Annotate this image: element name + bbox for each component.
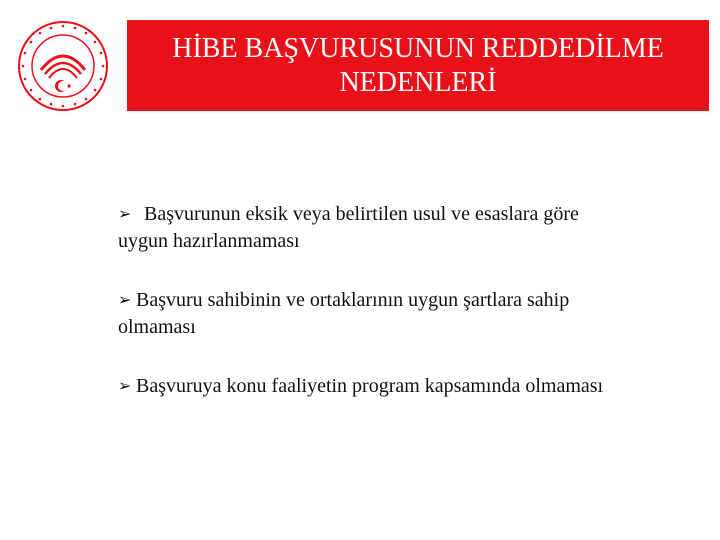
ministry-seal-logo: [17, 20, 109, 112]
arrow-bullet-icon: ➢: [118, 290, 132, 309]
bullet-item-2: [118, 286, 698, 341]
arrow-bullet-icon: ➢: [118, 376, 132, 395]
bullet-list: [118, 200, 698, 431]
bullet-3-line-1: Başvuruya konu faaliyetin program kapsamında olmaması: [136, 375, 604, 397]
ministry-seal-icon: [17, 20, 109, 112]
bullet-2-line-2: olmaması: [118, 316, 196, 338]
title-banner: [127, 20, 709, 111]
title-line-2: NEDENLERİ: [339, 66, 497, 98]
bullet-1-line-2: uygun hazırlanmaması: [118, 230, 300, 252]
bullet-1-line-1: Başvurunun eksik veya belirtilen usul ve esaslara göre: [144, 203, 579, 225]
bullet-item-3: [118, 372, 698, 400]
bullet-item-1: [118, 200, 698, 255]
bullet-2-line-1: Başvuru sahibinin ve ortaklarının uygun şartlara sahip: [136, 289, 570, 311]
arrow-bullet-icon: ➢: [118, 204, 132, 223]
title-line-1: HİBE BAŞVURUSUNUN REDDEDİLME: [172, 32, 664, 64]
